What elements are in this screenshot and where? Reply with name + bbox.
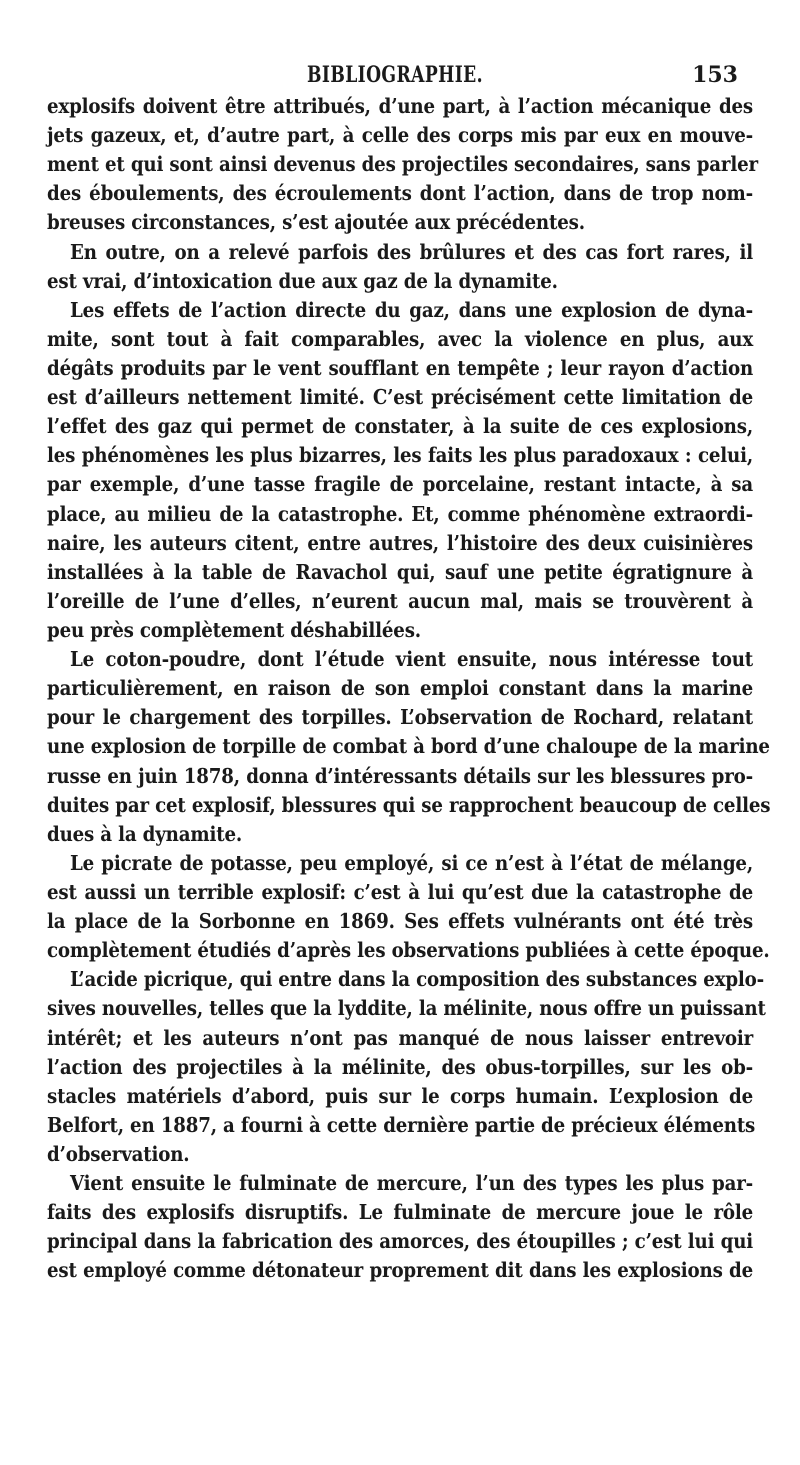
paragraph — [47, 849, 770, 965]
text-line: jets gazeux, et, d’autre part, à celle des corps mis par eux en mouve- — [47, 123, 754, 148]
text-line: Le coton-poudre, dont l’étude vient ensuite, nous intéresse tout — [70, 647, 754, 672]
text-line: est aussi un terrible explosif: c’est à lui qu’est due la catastrophe de — [47, 879, 754, 904]
text-line: une explosion de torpille de combat à bord d’une chaloupe de la marine — [47, 734, 770, 759]
text-line: des éboulements, des écroulements dont l’action, dans de trop nom- — [47, 181, 754, 206]
text-line: duites par cet explosif, blessures qui se rapprochent beaucoup de celles — [47, 792, 771, 817]
text-line: stacles matériels d’abord, puis sur le corps humain. L’explosion de — [47, 1083, 754, 1108]
text-line: naire, les auteurs citent, entre autres, l’histoire des deux cuisinières — [47, 530, 754, 555]
paragraph — [47, 965, 766, 1169]
text-line: intérêt; et les auteurs n’ont pas manqué de nous laisser entrevoir — [47, 1025, 754, 1050]
text-line: L’acide picrique, qui entre dans la composition des substances explo- — [70, 967, 765, 992]
text-line: l’effet des gaz qui permet de constater, à la suite de ces explosions, — [47, 414, 754, 439]
running-head: BIBLIOGRAPHIE. — [307, 62, 483, 88]
text-line: ment et qui sont ainsi devenus des projectiles secondaires, sans parler — [47, 152, 758, 177]
text-line: breuses circonstances, s’est ajoutée aux précédentes. — [47, 210, 585, 235]
text-line: peu près complètement déshabillées. — [47, 617, 421, 642]
text-line: place, au milieu de la catastrophe. Et, comme phénomène extraordi- — [47, 501, 754, 526]
paragraph — [47, 92, 758, 238]
paragraph — [47, 296, 753, 645]
text-line: principal dans la fabrication des amorces, des étoupilles ; c’est lui qui — [47, 1229, 754, 1254]
page-header — [50, 56, 740, 96]
text-line: les phénomènes les plus bizarres, les faits les plus paradoxaux : celui, — [47, 443, 754, 468]
text-line: installées à la table de Ravachol qui, sauf une petite égratignure à — [47, 559, 754, 584]
paragraph — [47, 1169, 753, 1285]
text-line: par exemple, d’une tasse fragile de porcelaine, restant intacte, à sa — [47, 472, 754, 497]
text-line: d’observation. — [47, 1141, 190, 1166]
paragraph — [47, 645, 771, 849]
text-line: faits des explosifs disruptifs. Le fulminate de mercure joue le rôle — [47, 1200, 754, 1225]
text-line: Vient ensuite le fulminate de mercure, l’un des types les plus par- — [70, 1171, 754, 1196]
text-line: En outre, on a relevé parfois des brûlures et des cas fort rares, il — [70, 239, 754, 264]
text-line: la place de la Sorbonne en 1869. Ses effets vulnérants ont été très — [47, 909, 754, 934]
text-line: pour le chargement des torpilles. L’observation de Rochard, relatant — [47, 705, 754, 730]
text-line: complètement étudiés d’après les observations publiées à cette époque. — [47, 938, 770, 963]
text-line: l’action des projectiles à la mélinite, des obus-torpilles, sur les ob- — [47, 1054, 754, 1079]
text-line: Belfort, en 1887, a fourni à cette dernière partie de précieux éléments — [47, 1112, 756, 1137]
text-line: sives nouvelles, telles que la lyddite, la mélinite, nous offre un puissant — [47, 996, 766, 1021]
text-line: est employé comme détonateur proprement dit dans les explosions de — [47, 1258, 754, 1283]
text-line: explosifs doivent être attribués, d’une part, à l’action mécanique des — [47, 94, 754, 118]
text-line: particulièrement, en raison de son emploi constant dans la marine — [47, 676, 754, 701]
text-line: est d’ailleurs nettement limité. C’est précisément cette limitation de — [47, 385, 754, 410]
text-line: dégâts produits par le vent soufflant en tempête ; leur rayon d’action — [47, 355, 754, 380]
text-line: dues à la dynamite. — [47, 821, 243, 846]
text-line: Les effets de l’action directe du gaz, dans une explosion de dyna- — [70, 297, 754, 322]
page-number: 153 — [692, 62, 738, 88]
text-line: Le picrate de potasse, peu employé, si ce n’est à l’état de mélange, — [70, 850, 754, 875]
text-line: russe en juin 1878, donna d’intéressants détails sur les blessures pro- — [47, 763, 754, 788]
paragraph — [47, 238, 753, 296]
body-text — [47, 92, 771, 1285]
text-line: l’oreille de l’une d’elles, n’eurent aucun mal, mais se trouvèrent à — [47, 588, 754, 613]
text-line: mite, sont tout à fait comparables, avec la violence en plus, aux — [47, 326, 754, 351]
text-line: est vrai, d’intoxication due aux gaz de la dynamite. — [47, 268, 558, 293]
